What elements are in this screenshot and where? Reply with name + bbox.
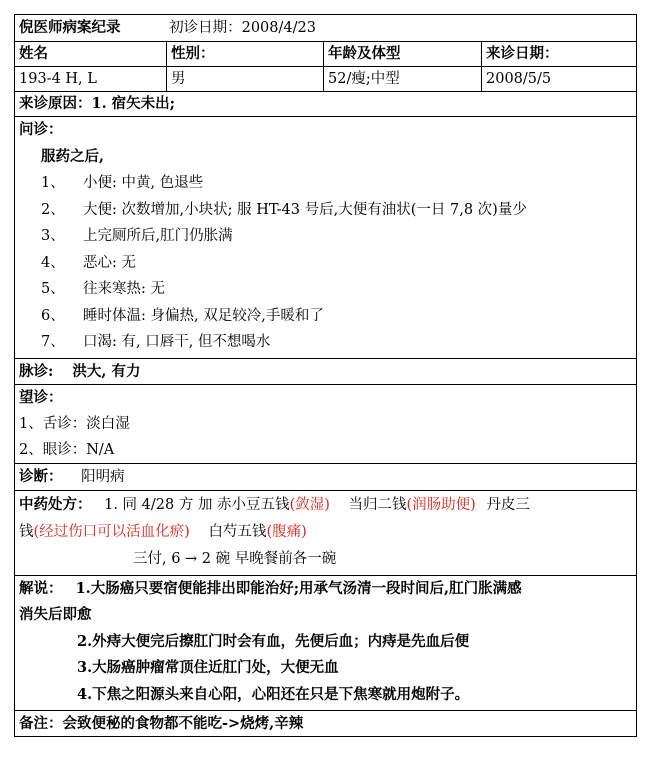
observation-row — [15, 384, 637, 463]
info-label-row — [15, 42, 637, 67]
remark-row — [15, 711, 637, 737]
inquiry-item: 3、 上完厕所后,肛门仍胀满 — [41, 228, 233, 244]
explanation-label: 解说： — [19, 579, 63, 597]
prescription-note-2: (润肠助便) — [406, 496, 476, 513]
reason-row — [15, 92, 637, 117]
header-row — [15, 15, 637, 42]
inquiry-intro: 服药之后, — [41, 147, 105, 165]
prescription-note-4: (腹痛) — [266, 523, 307, 540]
inquiry-item: 6、 睡时体温: 身偏热, 双足较冷,手暖和了 — [41, 307, 324, 324]
eye-exam: 2、眼诊：N/A — [19, 441, 115, 458]
explanation-line-1a: 1.大肠癌只要宿便能排出即能治好;用承气汤清一段时间后,肛门胀满感 — [75, 579, 522, 597]
prescription-note-1: (敛湿) — [289, 496, 330, 513]
remark: 备注：会致便秘的食物都不能吃->烧烤,辛辣 — [15, 711, 637, 737]
prescription-dosage: 三付, 6 → 2 碗 早晚餐前各一碗 — [133, 550, 337, 567]
name-value: 193-4 H, L — [15, 67, 167, 92]
first-visit-date: 初诊日期：2008/4/23 — [169, 20, 316, 36]
prescription-part3: 丹皮三 — [486, 496, 530, 513]
prescription-part1: 1. 同 4/28 方 加 赤小豆五钱 — [104, 496, 290, 513]
record-title: 倪医师病案纪录 — [19, 19, 121, 36]
inquiry-row — [15, 117, 637, 359]
explanation-line-3: 3.大肠癌肿瘤常顶住近肛门处，大便无血 — [77, 659, 339, 676]
age-build-value: 52/瘦;中型 — [324, 67, 482, 92]
visit-date-label: 来诊日期： — [482, 42, 637, 67]
prescription-part4: 钱 — [19, 523, 34, 540]
tongue-exam: 1、舌诊：淡白湿 — [19, 415, 130, 432]
observation-heading: 望诊： — [19, 388, 63, 406]
prescription-part2: 当归二钱 — [348, 496, 407, 513]
explanation-line-2: 2.外痔大便完后擦肛门时会有血，先便后血；内痔是先血后便 — [77, 632, 470, 650]
explanation-row — [15, 575, 637, 711]
explanation-line-1b: 消失后即愈 — [19, 606, 92, 623]
diagnosis-label: 诊断： — [19, 467, 63, 485]
age-build-label: 年龄及体型 — [324, 42, 482, 67]
prescription-note-3: (经过伤口可以活血化瘀) — [33, 523, 190, 540]
inquiry-item: 7、 口渴: 有, 口唇干, 但不想喝水 — [41, 334, 271, 350]
visit-reason: 来诊原因：1. 宿矢未出; — [15, 92, 637, 117]
name-label: 姓名 — [15, 42, 167, 67]
info-value-row — [15, 67, 637, 92]
gender-value: 男 — [167, 67, 324, 92]
diagnosis-value: 阳明病 — [81, 468, 125, 485]
prescription-part5: 白芍五钱 — [208, 523, 267, 540]
inquiry-item: 4、 恶心: 无 — [41, 254, 136, 271]
gender-label: 性别： — [167, 42, 324, 67]
pulse-row — [15, 358, 637, 384]
inquiry-heading: 问诊： — [19, 121, 63, 138]
prescription-label: 中药处方： — [19, 495, 92, 513]
inquiry-item: 5、 往来寒热: 无 — [41, 281, 165, 297]
pulse-label: 脉诊: — [19, 362, 54, 380]
inquiry-item: 1、 小便: 中黄, 色退些 — [41, 175, 204, 191]
medical-record-sheet — [14, 14, 636, 737]
prescription-row — [15, 490, 637, 575]
inquiry-item: 2、 大便: 次数增加,小块状; 服 HT-43 号后,大便有油状(一日 7,8 次)量少 — [41, 201, 527, 218]
pulse-value: 洪大, 有力 — [72, 362, 141, 380]
explanation-line-4: 4.下焦之阳源头来自心阳，心阳还在只是下焦寒就用炮附子。 — [77, 685, 470, 703]
diagnosis-row — [15, 463, 637, 490]
visit-date-value: 2008/5/5 — [482, 67, 637, 92]
medical-record-table — [14, 14, 637, 737]
